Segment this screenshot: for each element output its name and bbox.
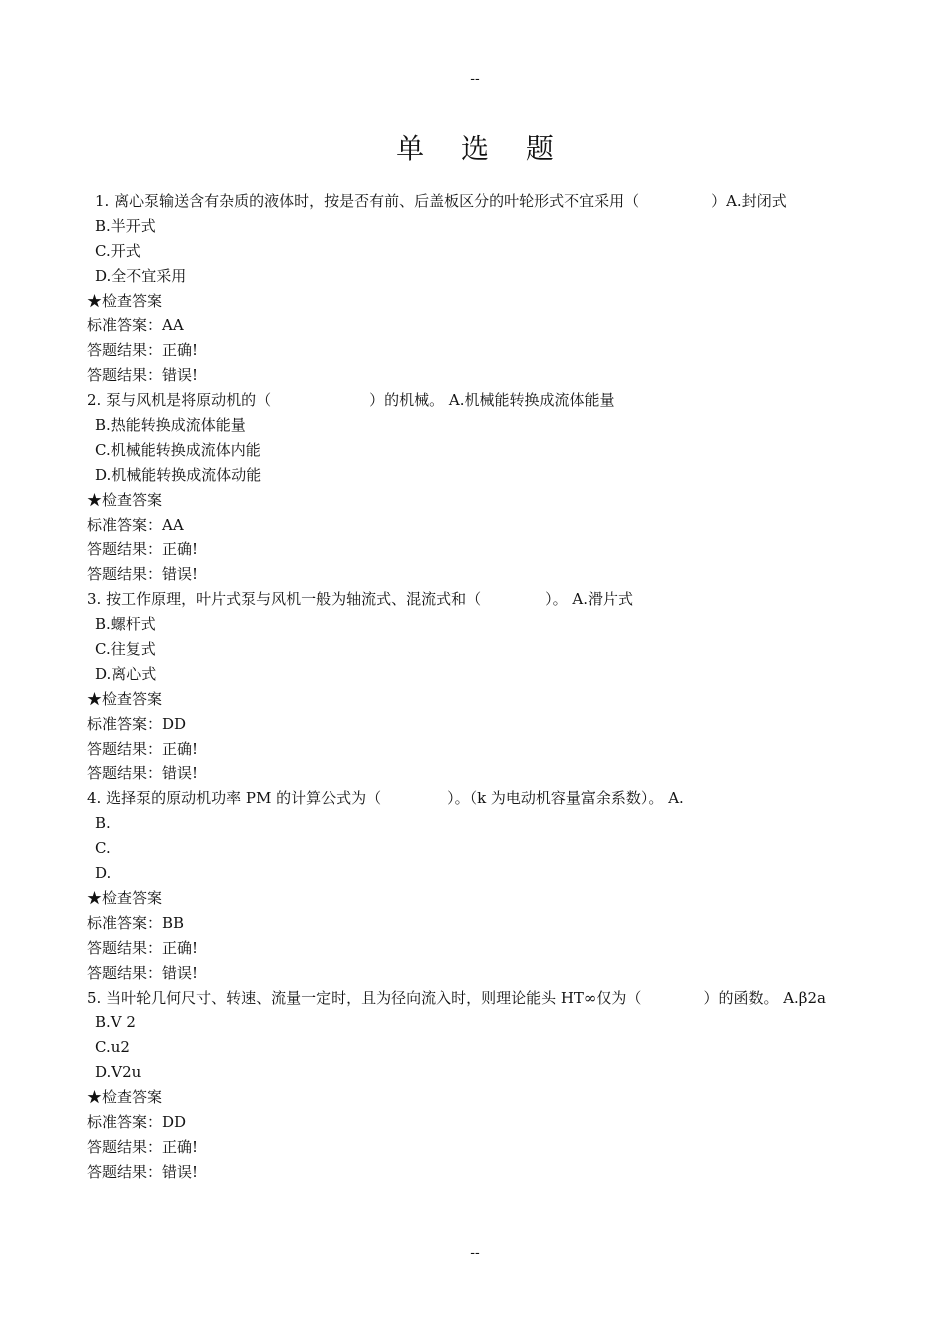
- option-c[interactable]: C.往复式: [95, 640, 156, 659]
- result-wrong: 答题结果：错误!: [87, 366, 199, 385]
- result-wrong: 答题结果：错误!: [87, 565, 199, 584]
- check-answer-link[interactable]: ★检查答案: [87, 888, 163, 907]
- standard-answer: 标准答案：AA: [87, 316, 184, 335]
- question-stem: 1. 离心泵输送含有杂质的液体时，按是否有前、后盖板区分的叶轮形式不宜采用（ ）A.封闭式: [95, 192, 787, 210]
- result-wrong: 答题结果：错误!: [87, 764, 199, 783]
- page-footer-mark: --: [470, 1245, 480, 1261]
- question-4: [87, 786, 867, 985]
- result-correct: 答题结果：正确!: [87, 540, 199, 559]
- question-2: [87, 388, 867, 587]
- question-5: [87, 986, 867, 1185]
- question-3: [87, 587, 867, 786]
- standard-answer: 标准答案：AA: [87, 515, 184, 534]
- option-c[interactable]: C.u2: [95, 1038, 130, 1057]
- standard-answer: 标准答案：DD: [87, 714, 187, 733]
- option-d[interactable]: D.机械能转换成流体动能: [95, 465, 262, 484]
- option-d[interactable]: D.: [95, 864, 112, 883]
- option-c[interactable]: C.开式: [95, 241, 141, 260]
- option-d[interactable]: D.全不宜采用: [95, 266, 187, 285]
- page-title: 单 选 题: [396, 132, 568, 165]
- result-correct: 答题结果：正确!: [87, 739, 199, 758]
- standard-answer: 标准答案：BB: [87, 913, 185, 932]
- question-stem: 4. 选择泵的原动机功率 PM 的计算公式为（ ）。（k 为电动机容量富余系数）。 A.: [87, 789, 684, 808]
- result-wrong: 答题结果：错误!: [87, 963, 199, 982]
- option-b[interactable]: B.半开式: [95, 216, 156, 235]
- result-correct: 答题结果：正确!: [87, 1137, 199, 1156]
- check-answer-link[interactable]: ★检查答案: [87, 689, 163, 708]
- option-b[interactable]: B.: [95, 814, 111, 833]
- option-c[interactable]: C.机械能转换成流体内能: [95, 440, 261, 459]
- check-answer-link[interactable]: ★检查答案: [87, 490, 163, 509]
- question-stem: 2. 泵与风机是将原动机的（ ）的机械。 A.机械能转换成流体能量: [87, 391, 615, 410]
- option-b[interactable]: B.螺杆式: [95, 615, 156, 634]
- question-stem: 5. 当叶轮几何尺寸、转速、流量一定时，且为径向流入时，则理论能头 HT∞仅为（ ）的函数。 A.β2a: [87, 988, 826, 1007]
- option-d[interactable]: D.V2u: [95, 1063, 142, 1082]
- check-answer-link[interactable]: ★检查答案: [87, 1088, 163, 1107]
- question-list: [87, 189, 867, 1185]
- question-1: [87, 189, 867, 388]
- option-b[interactable]: B.V 2: [95, 1013, 136, 1032]
- option-b[interactable]: B.热能转换成流体能量: [95, 416, 246, 435]
- question-stem: 3. 按工作原理，叶片式泵与风机一般为轴流式、混流式和（ ）。 A.滑片式: [87, 590, 633, 609]
- standard-answer: 标准答案：DD: [87, 1112, 187, 1131]
- result-correct: 答题结果：正确!: [87, 938, 199, 957]
- option-c[interactable]: C.: [95, 839, 111, 858]
- result-correct: 答题结果：正确!: [87, 341, 199, 360]
- option-d[interactable]: D.离心式: [95, 664, 157, 683]
- check-answer-link[interactable]: ★检查答案: [87, 291, 163, 310]
- result-wrong: 答题结果：错误!: [87, 1162, 199, 1181]
- page-header-mark: --: [470, 71, 480, 87]
